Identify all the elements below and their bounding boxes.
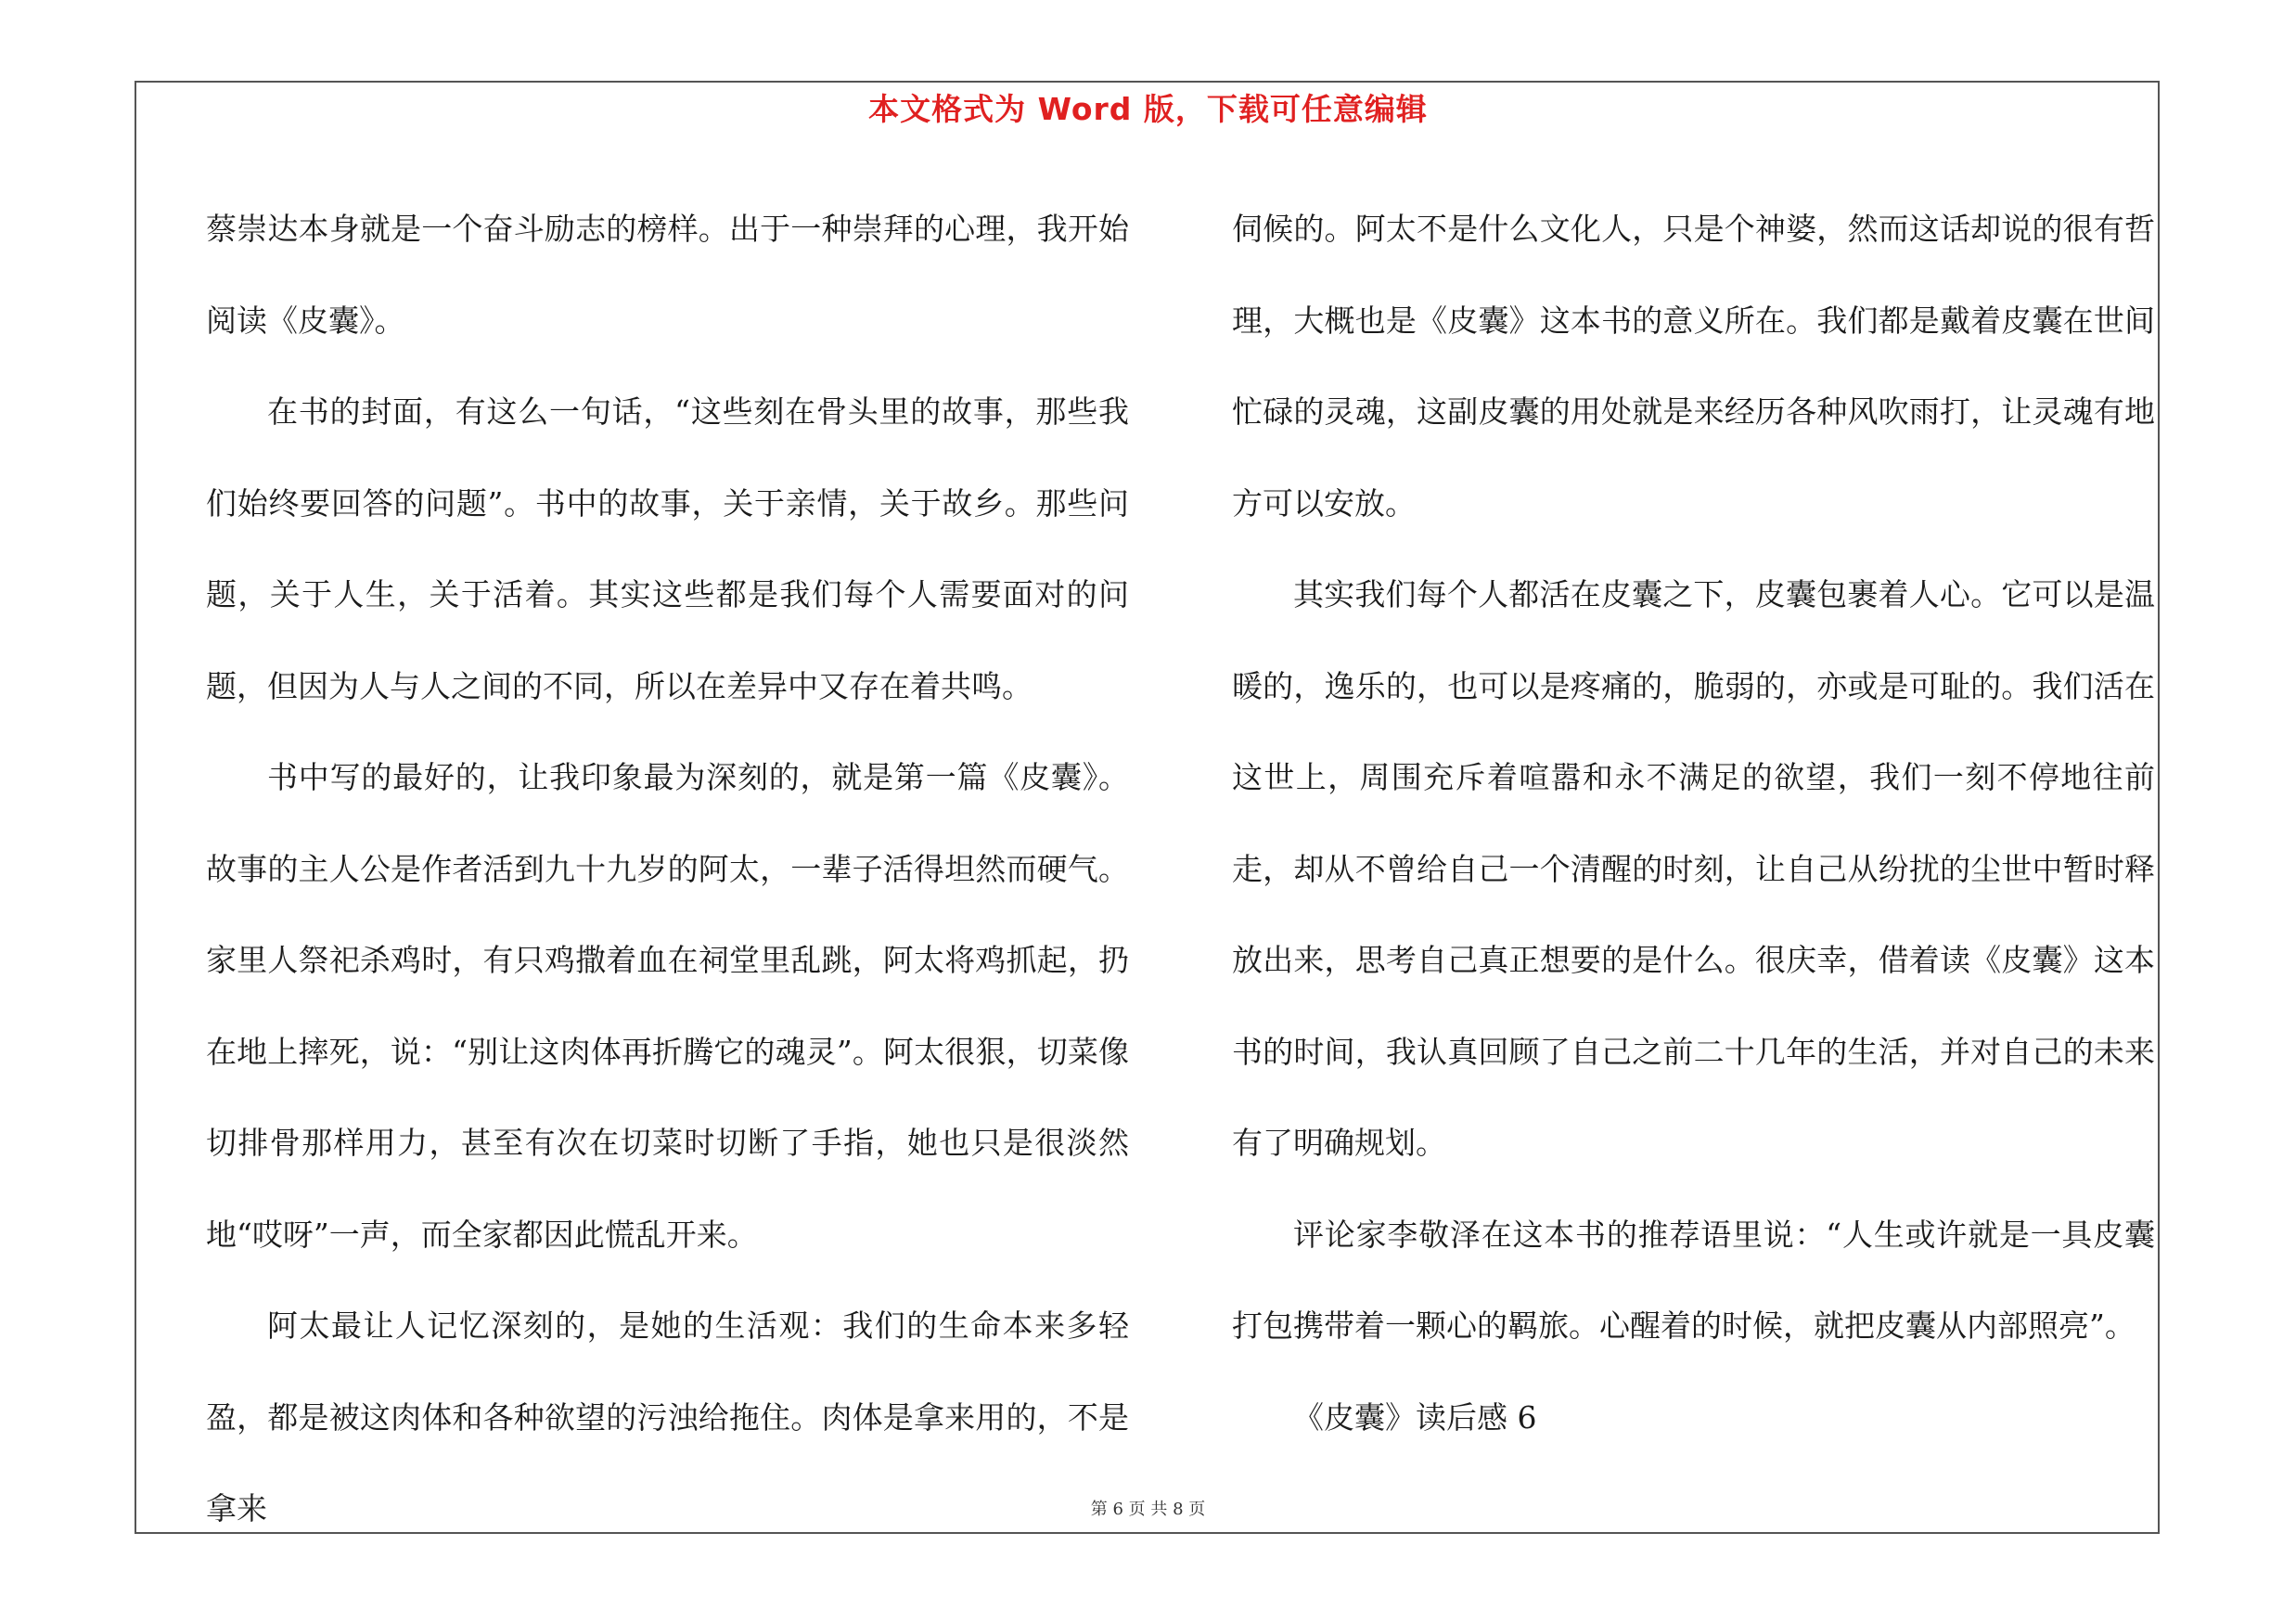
page-number-footer: 第 6 页 共 8 页 bbox=[1090, 1500, 1206, 1519]
right-paragraph-3: 评论家李敬泽在这本书的推荐语里说：“人生或许就是一具皮囊打包携带着一颗心的羁旅。心醒着的时候，就把皮囊从内部照亮”。 bbox=[1232, 1216, 2155, 1344]
left-paragraph-2: 在书的封面，有这么一句话，“这些刻在骨头里的故事，那些我们始终要回答的问题”。书中的故事，关于亲情，关于故乡。那些问题，关于人生，关于活着。其实这些都是我们每个人需要面对的问题，但因为人与人之间的不同，所以在差异中又存在着共鸣。 bbox=[206, 393, 1129, 704]
left-paragraph-4: 阿太最让人记忆深刻的，是她的生活观：我们的生命本来多轻盈，都是被这肉体和各种欲望的污浊给拖住。肉体是拿来用的，不是拿来 bbox=[206, 1307, 1129, 1526]
right-column bbox=[1232, 184, 2155, 1463]
right-section-heading: 《皮囊》读后感 6 bbox=[1293, 1398, 1537, 1436]
left-paragraph-1: 蔡崇达本身就是一个奋斗励志的榜样。出于一种崇拜的心理，我开始阅读《皮囊》。 bbox=[206, 211, 1129, 339]
right-paragraph-2: 其实我们每个人都活在皮囊之下，皮囊包裹着人心。它可以是温暖的，逸乐的，也可以是疼痛的，脆弱的，亦或是可耻的。我们活在这世上，周围充斥着喧嚣和永不满足的欲望，我们一刻不停地往前走，却从不曾给自己一个清醒的时刻，让自己从纷扰的尘世中暂时释放出来，思考自己真正想要的是什么。很庆幸，借着读《皮囊》这本书的时间，我认真回顾了自己之前二十几年的生活，并对自己的未来有了明确规划。 bbox=[1232, 576, 2155, 1161]
document-header-title: 本文格式为 Word 版，下载可任意编辑 bbox=[868, 91, 1428, 127]
left-column bbox=[206, 184, 1129, 1555]
left-paragraph-3: 书中写的最好的，让我印象最为深刻的，就是第一篇《皮囊》。故事的主人公是作者活到九十九岁的阿太，一辈子活得坦然而硬气。家里人祭祀杀鸡时，有只鸡撒着血在祠堂里乱跳，阿太将鸡抓起，扔在地上摔死，说：“别让这肉体再折腾它的魂灵”。阿太很狠，切菜像切排骨那样用力，甚至有次在切菜时切断了手指，她也只是很淡然地“哎呀”一声，而全家都因此慌乱开来。 bbox=[206, 759, 1129, 1253]
right-paragraph-1: 伺候的。阿太不是什么文化人，只是个神婆，然而这话却说的很有哲理，大概也是《皮囊》这本书的意义所在。我们都是戴着皮囊在世间忙碌的灵魂，这副皮囊的用处就是来经历各种风吹雨打，让灵魂有地方可以安放。 bbox=[1232, 211, 2155, 522]
